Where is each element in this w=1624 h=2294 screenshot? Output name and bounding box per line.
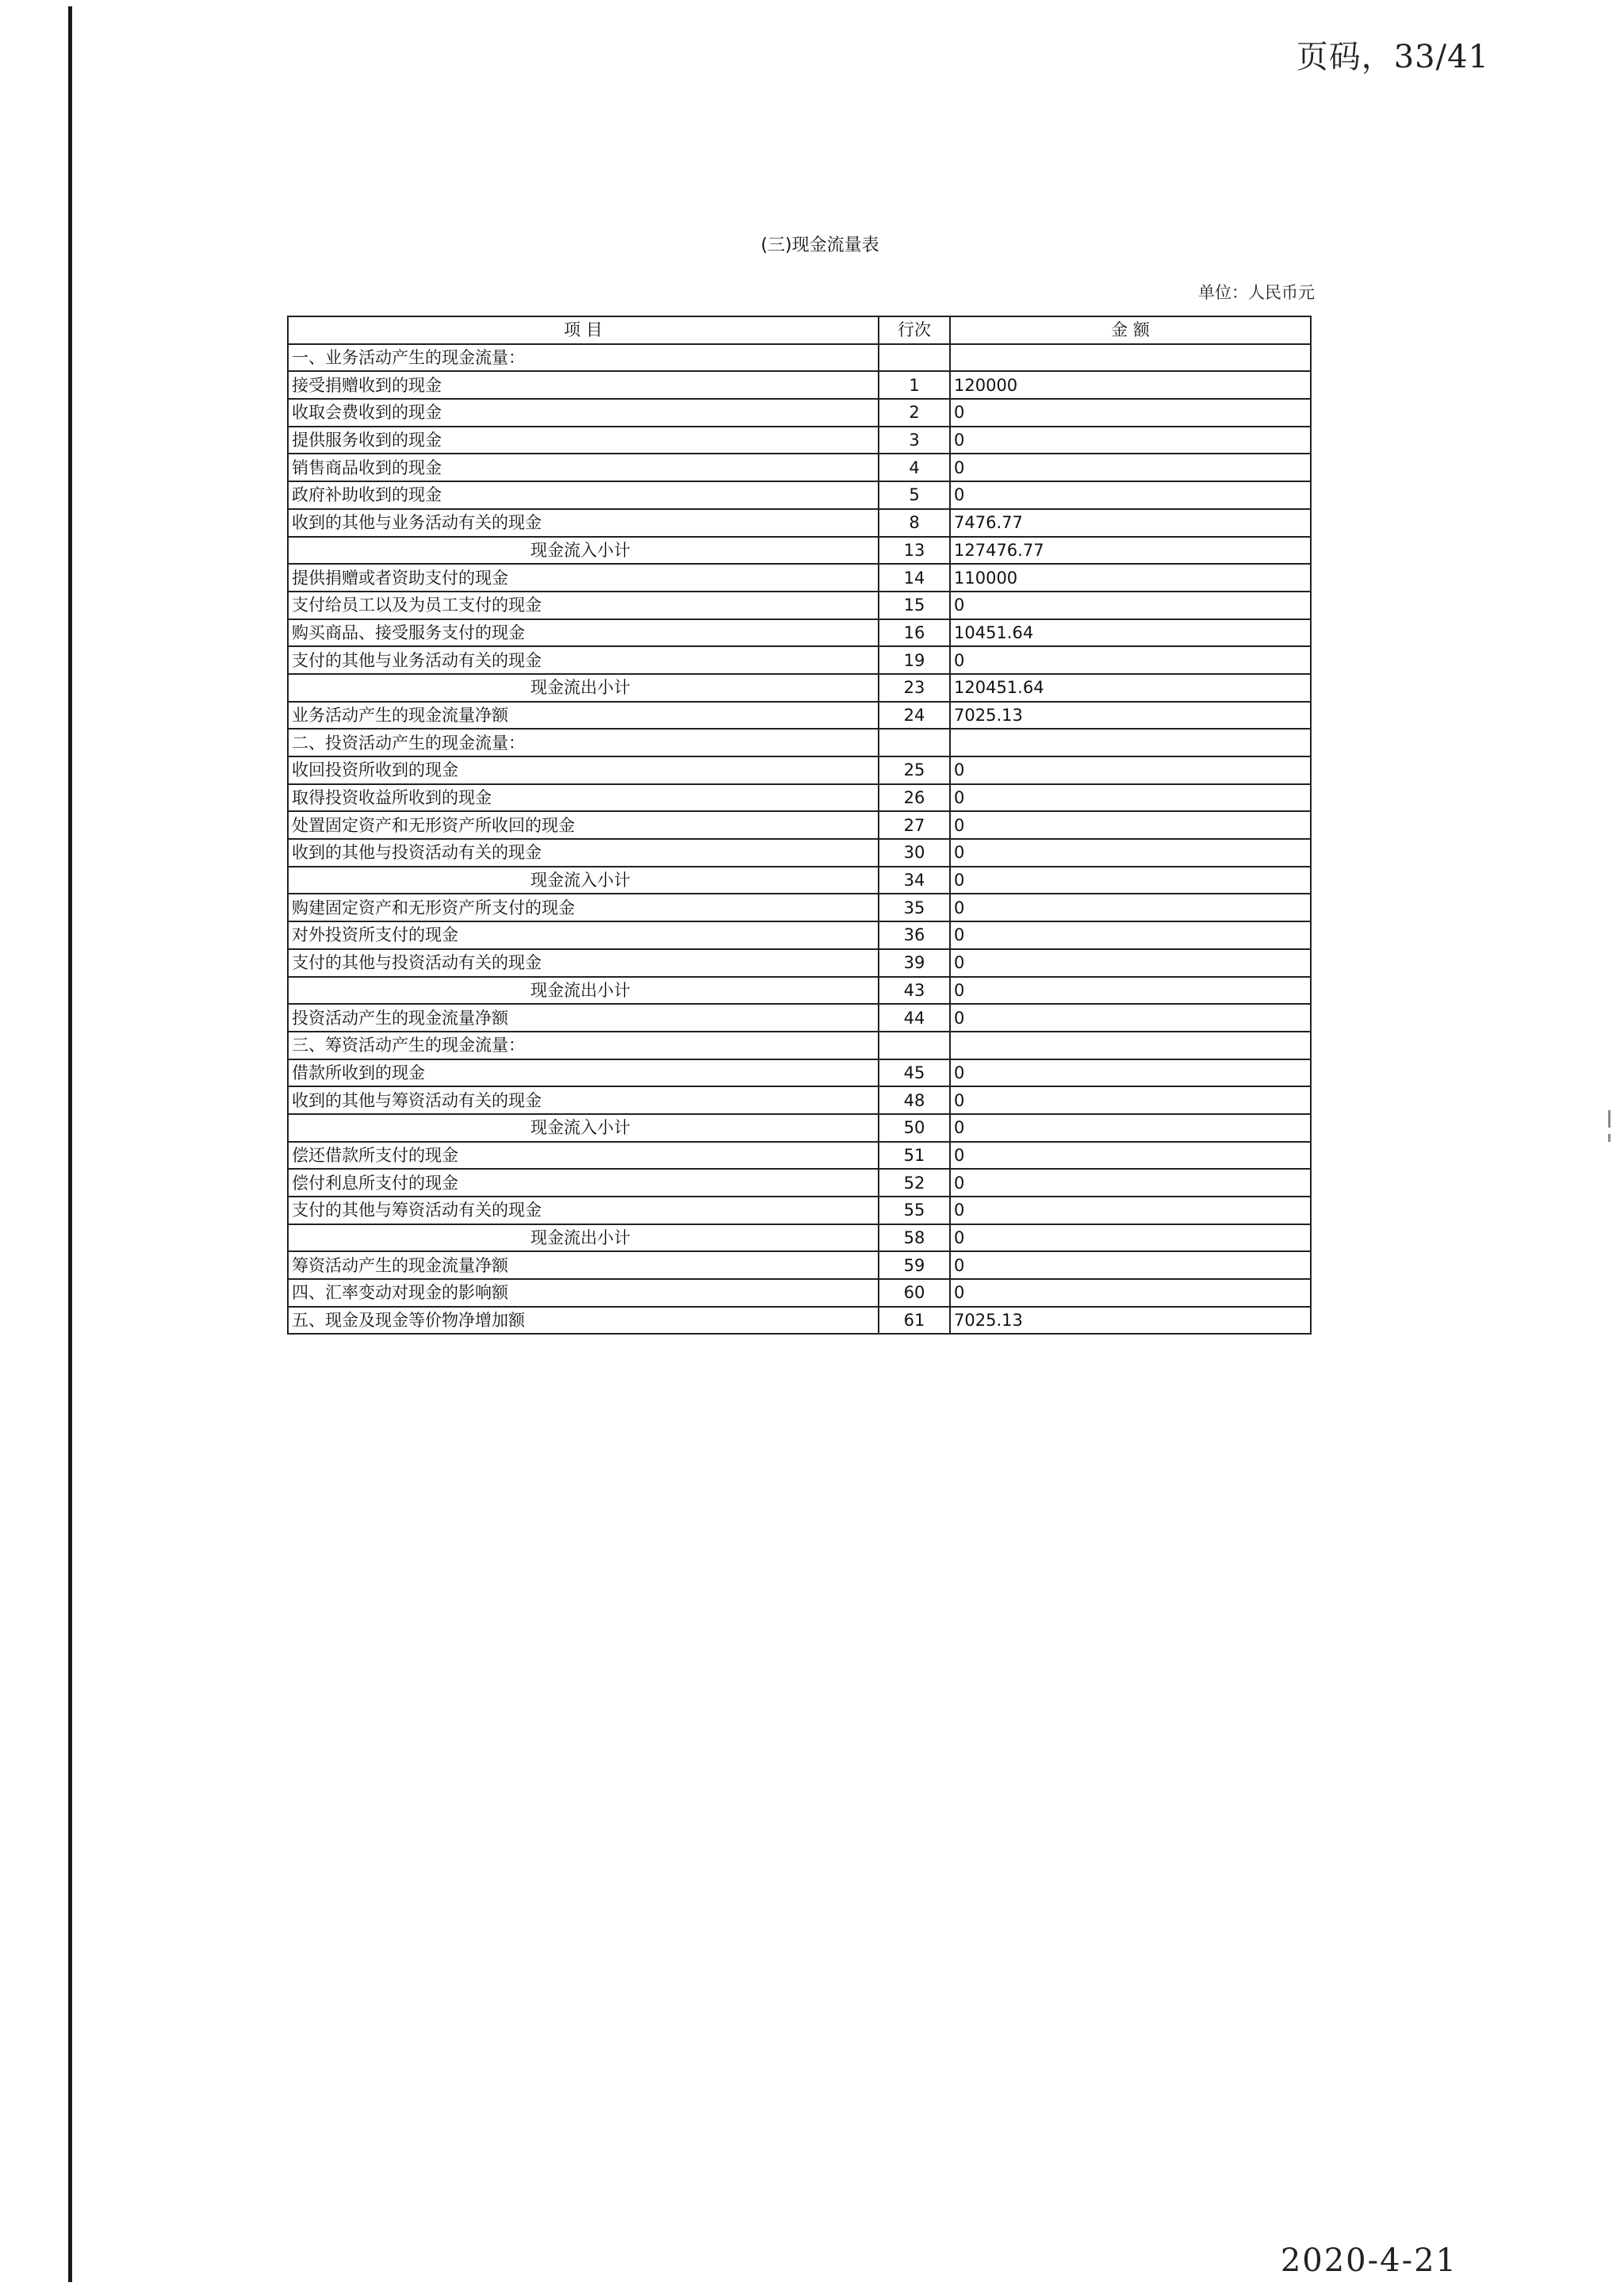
- row-item: 收到的其他与投资活动有关的现金: [288, 839, 879, 867]
- table-row: [288, 1169, 1311, 1197]
- row-line-no: 30: [879, 839, 950, 867]
- table-header-row: [288, 316, 1311, 344]
- row-item: 现金流入小计: [288, 537, 879, 565]
- row-line-no: 55: [879, 1197, 950, 1224]
- row-item: 现金流入小计: [288, 867, 879, 894]
- row-line-no: 43: [879, 977, 950, 1005]
- table-row: [288, 592, 1311, 619]
- page-number: 页码，33/41: [1296, 39, 1489, 75]
- row-item: 二、投资活动产生的现金流量：: [288, 729, 879, 756]
- row-line-no: 39: [879, 949, 950, 977]
- table-row: [288, 1086, 1311, 1114]
- row-item: 对外投资所支付的现金: [288, 921, 879, 949]
- row-item: 现金流出小计: [288, 674, 879, 702]
- row-amount: 0: [950, 894, 1311, 921]
- row-line-no: 34: [879, 867, 950, 894]
- row-amount: 10451.64: [950, 619, 1311, 647]
- row-line-no: 8: [879, 509, 950, 537]
- table-row: [288, 977, 1311, 1005]
- row-item: 现金流出小计: [288, 977, 879, 1005]
- row-line-no: 26: [879, 784, 950, 812]
- row-line-no: 52: [879, 1169, 950, 1197]
- row-item: 政府补助收到的现金: [288, 481, 879, 509]
- table-row: [288, 784, 1311, 812]
- row-item: 提供服务收到的现金: [288, 427, 879, 454]
- table-row: [288, 619, 1311, 647]
- row-amount: [950, 729, 1311, 756]
- scan-edge-line: [68, 6, 72, 2282]
- row-amount: 110000: [950, 564, 1311, 592]
- row-item: 接受捐赠收到的现金: [288, 371, 879, 399]
- row-item: 销售商品收到的现金: [288, 454, 879, 481]
- row-item: 偿付利息所支付的现金: [288, 1169, 879, 1197]
- row-line-no: [879, 1032, 950, 1059]
- footer-date: 2020-4-21: [1280, 2242, 1457, 2279]
- row-amount: 0: [950, 921, 1311, 949]
- row-line-no: 48: [879, 1086, 950, 1114]
- row-amount: 0: [950, 427, 1311, 454]
- row-line-no: 35: [879, 894, 950, 921]
- table-row: [288, 1307, 1311, 1335]
- row-amount: 0: [950, 811, 1311, 839]
- row-amount: 7025.13: [950, 702, 1311, 730]
- row-amount: 120451.64: [950, 674, 1311, 702]
- row-line-no: 19: [879, 646, 950, 674]
- row-item: 提供捐赠或者资助支付的现金: [288, 564, 879, 592]
- table-row: [288, 811, 1311, 839]
- table-row: [288, 344, 1311, 372]
- table-row: [288, 1032, 1311, 1059]
- table-row: [288, 1224, 1311, 1252]
- row-item: 支付的其他与业务活动有关的现金: [288, 646, 879, 674]
- table-row: [288, 839, 1311, 867]
- row-line-no: 2: [879, 399, 950, 427]
- row-item: 四、汇率变动对现金的影响额: [288, 1279, 879, 1307]
- row-amount: 0: [950, 399, 1311, 427]
- row-item: 偿还借款所支付的现金: [288, 1142, 879, 1170]
- row-item: 一、业务活动产生的现金流量：: [288, 344, 879, 372]
- row-line-no: 25: [879, 756, 950, 784]
- table-row: [288, 564, 1311, 592]
- scan-mark: [1608, 1134, 1611, 1142]
- row-amount: 0: [950, 646, 1311, 674]
- table-row: [288, 1004, 1311, 1032]
- row-line-no: [879, 729, 950, 756]
- table-row: [288, 454, 1311, 481]
- row-amount: 7025.13: [950, 1307, 1311, 1335]
- table-row: [288, 537, 1311, 565]
- row-item: 取得投资收益所收到的现金: [288, 784, 879, 812]
- row-amount: [950, 1032, 1311, 1059]
- table-row: [288, 1279, 1311, 1307]
- table-row: [288, 1251, 1311, 1279]
- header-amount: 金 额: [950, 316, 1311, 344]
- document-title: (三)现金流量表: [760, 236, 879, 255]
- row-amount: 0: [950, 1086, 1311, 1114]
- row-line-no: 59: [879, 1251, 950, 1279]
- table-row: [288, 674, 1311, 702]
- row-amount: 7476.77: [950, 509, 1311, 537]
- row-amount: 0: [950, 1279, 1311, 1307]
- row-amount: 0: [950, 977, 1311, 1005]
- row-line-no: 44: [879, 1004, 950, 1032]
- row-item: 现金流入小计: [288, 1114, 879, 1142]
- row-line-no: 23: [879, 674, 950, 702]
- row-line-no: 45: [879, 1059, 950, 1087]
- row-item: 业务活动产生的现金流量净额: [288, 702, 879, 730]
- unit-label: 单位：人民币元: [1198, 283, 1315, 302]
- scan-mark: [1608, 1110, 1611, 1128]
- row-item: 收回投资所收到的现金: [288, 756, 879, 784]
- row-line-no: 4: [879, 454, 950, 481]
- row-item: 购买商品、接受服务支付的现金: [288, 619, 879, 647]
- row-item: 现金流出小计: [288, 1224, 879, 1252]
- cash-flow-table: [287, 316, 1312, 1335]
- row-item: 支付的其他与投资活动有关的现金: [288, 949, 879, 977]
- row-item: 借款所收到的现金: [288, 1059, 879, 1087]
- table-row: [288, 399, 1311, 427]
- row-amount: 0: [950, 839, 1311, 867]
- table-row: [288, 1197, 1311, 1224]
- row-amount: 0: [950, 1224, 1311, 1252]
- row-amount: 0: [950, 1251, 1311, 1279]
- row-item: 筹资活动产生的现金流量净额: [288, 1251, 879, 1279]
- table-row: [288, 729, 1311, 756]
- row-amount: 0: [950, 1197, 1311, 1224]
- table-row: [288, 509, 1311, 537]
- row-amount: 0: [950, 481, 1311, 509]
- row-line-no: 5: [879, 481, 950, 509]
- table-row: [288, 1114, 1311, 1142]
- table-row: [288, 481, 1311, 509]
- table-row: [288, 756, 1311, 784]
- row-line-no: [879, 344, 950, 372]
- row-line-no: 1: [879, 371, 950, 399]
- row-amount: 0: [950, 867, 1311, 894]
- header-line-no: 行次: [879, 316, 950, 344]
- row-item: 五、现金及现金等价物净增加额: [288, 1307, 879, 1335]
- row-line-no: 15: [879, 592, 950, 619]
- row-amount: 0: [950, 592, 1311, 619]
- row-amount: 127476.77: [950, 537, 1311, 565]
- header-item: 项 目: [288, 316, 879, 344]
- row-amount: 0: [950, 784, 1311, 812]
- table-row: [288, 371, 1311, 399]
- row-item: 处置固定资产和无形资产所收回的现金: [288, 811, 879, 839]
- row-amount: 0: [950, 1059, 1311, 1087]
- table-row: [288, 867, 1311, 894]
- row-amount: 0: [950, 1004, 1311, 1032]
- row-line-no: 13: [879, 537, 950, 565]
- table-row: [288, 1059, 1311, 1087]
- row-amount: 0: [950, 454, 1311, 481]
- row-line-no: 61: [879, 1307, 950, 1335]
- row-item: 收到的其他与筹资活动有关的现金: [288, 1086, 879, 1114]
- row-item: 收到的其他与业务活动有关的现金: [288, 509, 879, 537]
- row-item: 支付给员工以及为员工支付的现金: [288, 592, 879, 619]
- row-amount: 0: [950, 949, 1311, 977]
- table-row: [288, 894, 1311, 921]
- row-line-no: 36: [879, 921, 950, 949]
- row-amount: 0: [950, 756, 1311, 784]
- row-line-no: 14: [879, 564, 950, 592]
- row-line-no: 58: [879, 1224, 950, 1252]
- row-item: 支付的其他与筹资活动有关的现金: [288, 1197, 879, 1224]
- row-amount: 0: [950, 1169, 1311, 1197]
- row-line-no: 60: [879, 1279, 950, 1307]
- row-line-no: 24: [879, 702, 950, 730]
- row-amount: 0: [950, 1142, 1311, 1170]
- row-item: 收取会费收到的现金: [288, 399, 879, 427]
- row-amount: [950, 344, 1311, 372]
- row-line-no: 27: [879, 811, 950, 839]
- row-amount: 0: [950, 1114, 1311, 1142]
- row-item: 三、筹资活动产生的现金流量：: [288, 1032, 879, 1059]
- table-row: [288, 921, 1311, 949]
- table-row: [288, 702, 1311, 730]
- table-row: [288, 949, 1311, 977]
- row-amount: 120000: [950, 371, 1311, 399]
- row-line-no: 50: [879, 1114, 950, 1142]
- table-row: [288, 646, 1311, 674]
- table-row: [288, 427, 1311, 454]
- row-line-no: 51: [879, 1142, 950, 1170]
- row-line-no: 3: [879, 427, 950, 454]
- row-item: 投资活动产生的现金流量净额: [288, 1004, 879, 1032]
- table-row: [288, 1142, 1311, 1170]
- row-line-no: 16: [879, 619, 950, 647]
- row-item: 购建固定资产和无形资产所支付的现金: [288, 894, 879, 921]
